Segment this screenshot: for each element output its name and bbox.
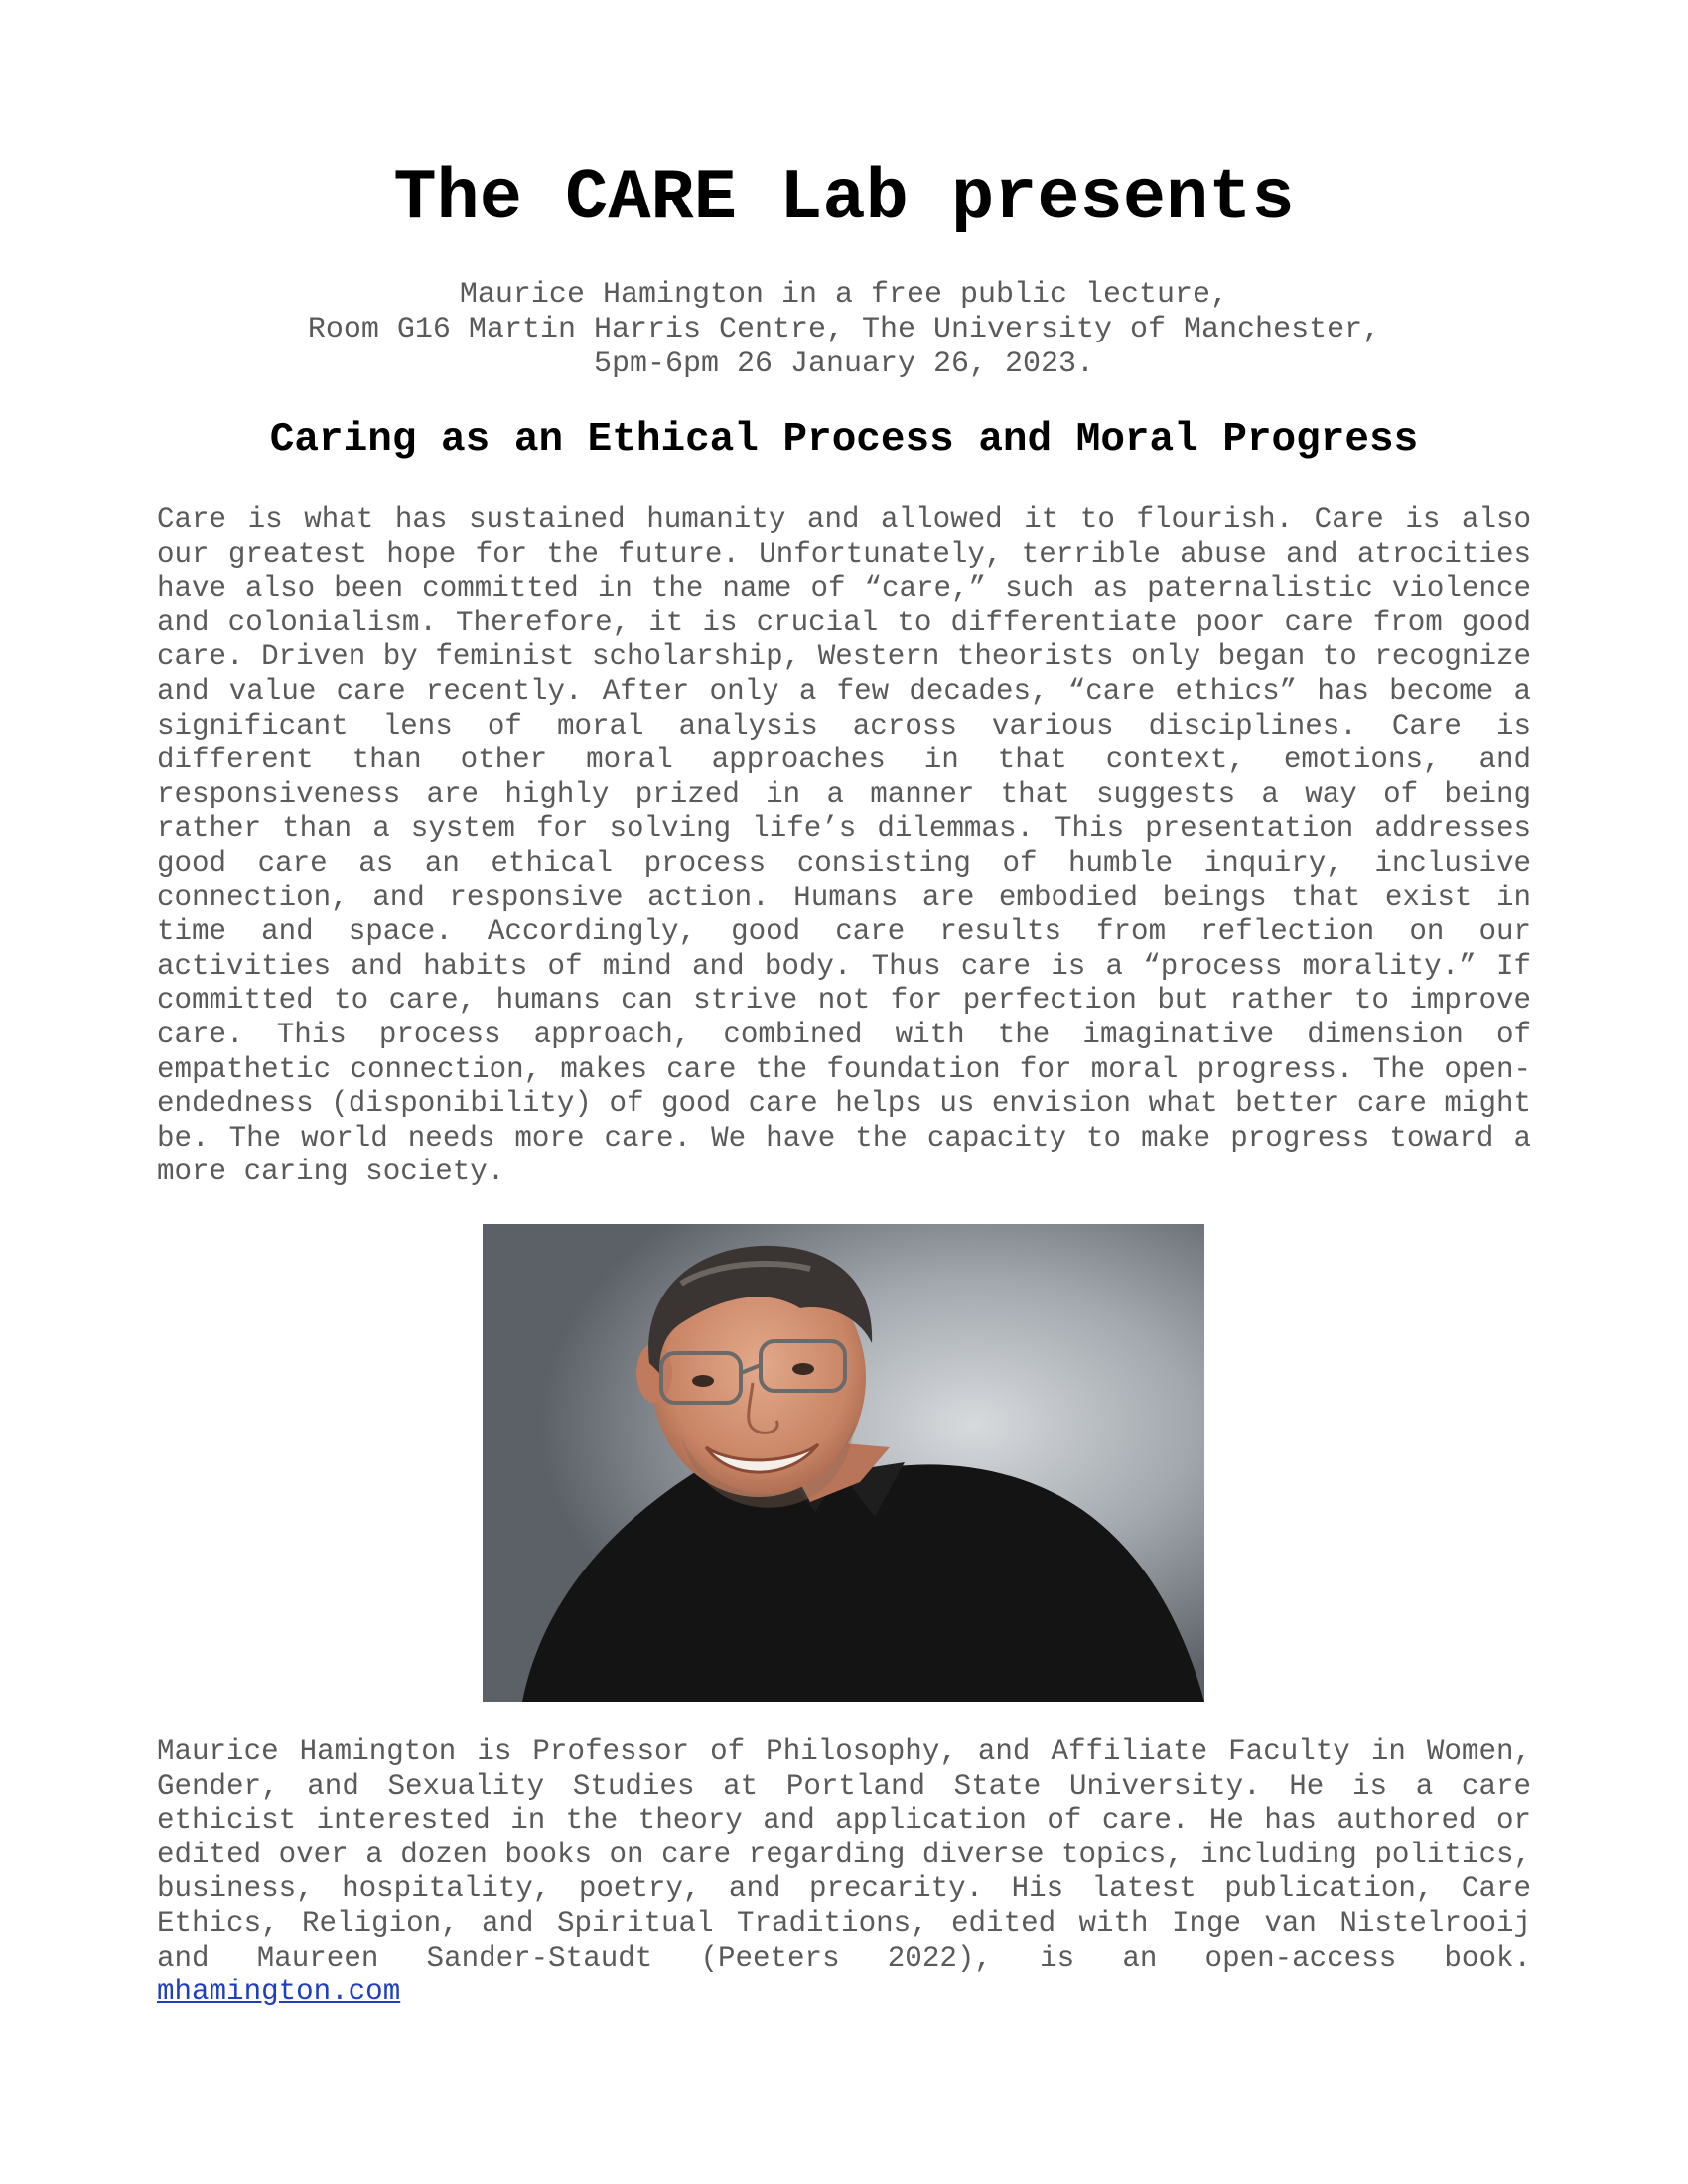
- lecture-title: Caring as an Ethical Process and Moral Progress: [269, 417, 1419, 463]
- lecture-abstract: Care is what has sustained humanity and allowed it to flourish. Care is also our greatest hope for the future. Unfortunately, terrible abuse and atrocities have also been committed in the name of “care,” such as paternalistic violence and colonialism. Therefore, it is crucial to differentiate poor care from good care. Driven by feminist scholarship, Western theorists only began to recognize and value care recently. After only a few decades, “care ethics” has become a significant lens of moral analysis across various disciplines. Care is different than other moral approaches in that context, emotions, and responsiveness are highly prized in a manner that suggests a way of being rather than a system for solving life’s dilemmas. This presentation addresses good care as an ethical process consisting of humble inquiry, inclusive connection, and responsive action. Humans are embodied beings that exist in time and space. Accordingly, good care results from reflection on our activities and habits of mind and body. Thus care is a “process morality.” If committed to care, humans can strive not for perfection but rather to improve care. This process approach, combined with the imaginative dimension of empathetic connection, makes care the foundation for moral progress. The open-endedness (disponibility) of good care helps us envision what better care might be. The world needs more care. We have the capacity to make progress toward a more caring society.: [157, 503, 1531, 1189]
- event-speaker-line: Maurice Hamington in a free public lecture,: [459, 278, 1229, 312]
- event-venue-line: Room G16 Martin Harris Centre, The University of Manchester,: [307, 313, 1381, 346]
- speaker-bio: [157, 1735, 1531, 2010]
- event-time-line: 5pm-6pm 26 January 26, 2023.: [593, 347, 1095, 381]
- speaker-website-link[interactable]: mhamington.com: [157, 1976, 401, 2009]
- speaker-bio-text: Maurice Hamington is Professor of Philosophy, and Affiliate Faculty in Women, Gender, and Sexuality Studies at Portland State University. He is a care ethicist interested in the theory and application of care. He has authored or edited over a dozen books on care regarding diverse topics, including politics, business, hospitality, poetry, and precarity. His latest publication, Care Ethics, Religion, and Spiritual Traditions, edited with Inge van Nistelrooij and Maureen Sander-Staudt (Peeters 2022), is an open-access book.: [157, 1735, 1531, 1975]
- event-details: [0, 278, 1688, 382]
- page-title: The CARE Lab presents: [393, 158, 1295, 239]
- speaker-photo: [483, 1224, 1204, 1702]
